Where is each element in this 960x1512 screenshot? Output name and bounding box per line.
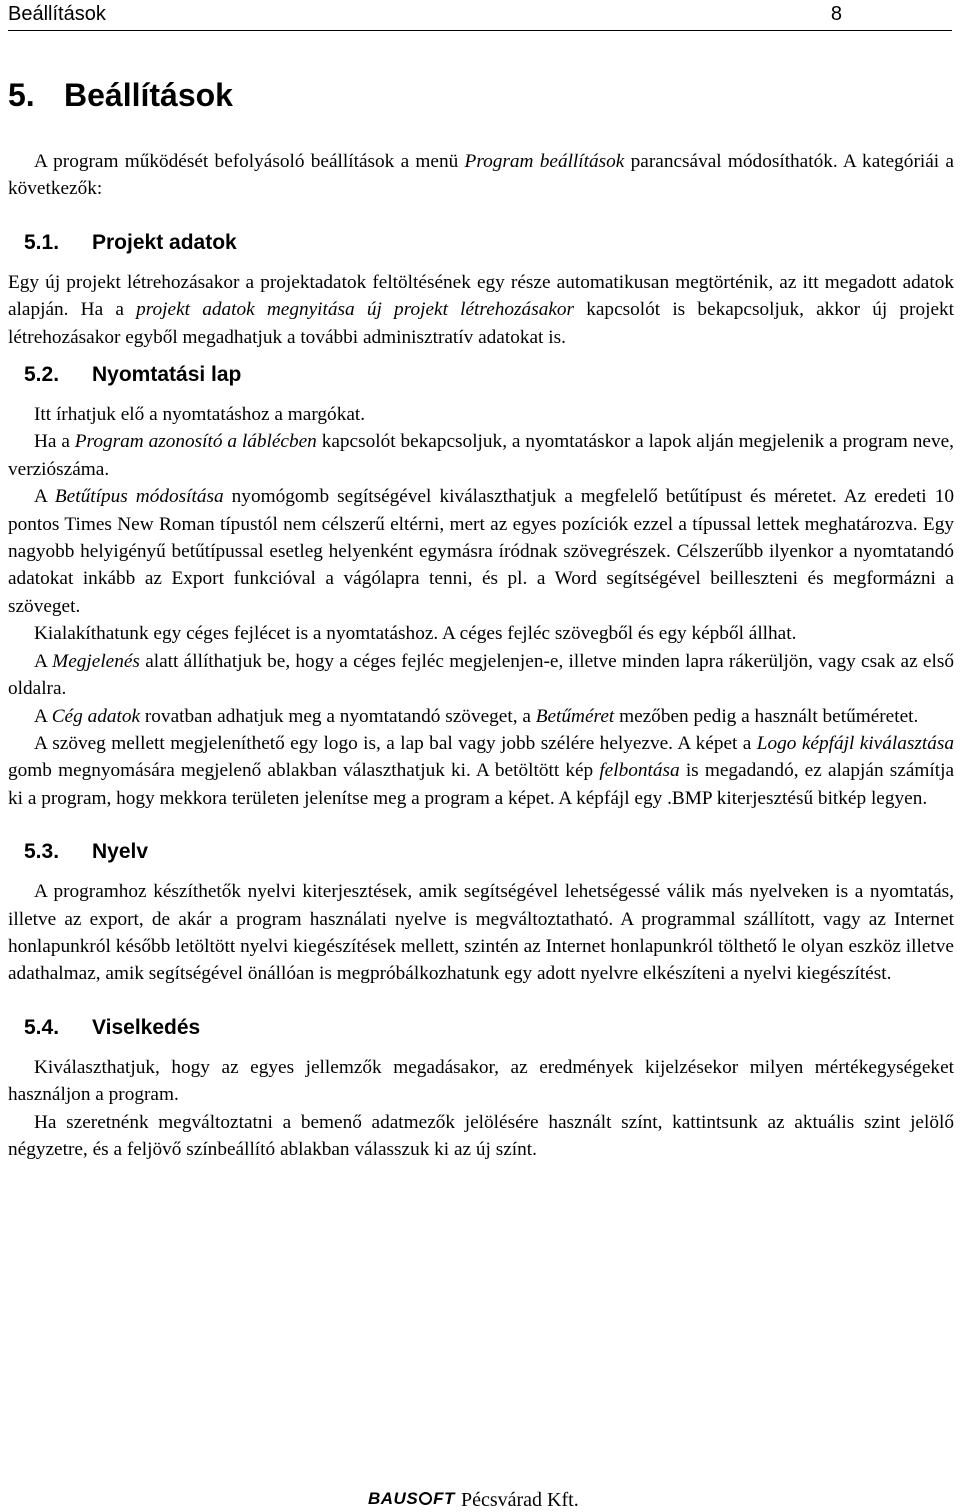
- text-run: is megadandó, ez alapján számítja ki a program, hogy mekkora területen jelenítse meg a program a képet. A képfájl egy .BMP kiterjesztésű bitkép legyen.: [8, 760, 955, 809]
- page-footer: [368, 1488, 579, 1512]
- document-body: [8, 72, 954, 1163]
- intro-paragraph: [8, 148, 954, 203]
- paragraph: [8, 483, 954, 620]
- text-run: A: [34, 705, 52, 727]
- section-nyelv: [8, 838, 954, 988]
- header-title: Beállítások: [8, 3, 106, 25]
- option-name: Megjelenés: [52, 650, 140, 672]
- option-name: felbontása: [599, 760, 680, 782]
- header-page-number: 8: [830, 3, 842, 25]
- text-run: Ha szeretnénk megváltoztatni a bemenő adatmezők jelölésére használt színt, kattintsunk az aktuális szint jelölő négyzetre, és a feljövő színbeállító ablakban válasszuk ki az új színt.: [8, 1111, 954, 1160]
- paragraph: [8, 648, 954, 703]
- paragraph: [8, 878, 954, 988]
- text-run: A szöveg mellett megjeleníthető egy logo is, a lap bal vagy jobb szélére helyezve. A képet a: [34, 732, 757, 754]
- bausoft-logo: [368, 1488, 455, 1510]
- paragraph: [8, 269, 954, 351]
- section-heading: [8, 361, 954, 389]
- paragraph: [8, 1109, 954, 1164]
- paragraph: [8, 620, 954, 647]
- text-run: A: [34, 486, 55, 508]
- section-title: Projekt adatok: [92, 230, 237, 254]
- option-name: Betűtípus módosítása: [54, 486, 224, 508]
- section-number: 5.1.: [24, 230, 60, 254]
- logo-text: FT: [433, 1489, 455, 1508]
- option-name: Program azonosító a láblécben: [74, 431, 317, 453]
- intro-text: A program működését befolyásoló beállítások a menü: [34, 151, 465, 172]
- text-run: Ha a: [34, 431, 75, 453]
- option-name: Logo képfájl kiválasztása: [756, 732, 954, 754]
- section-nyomtatasi-lap: [8, 361, 954, 812]
- intro-menu-name: Program beállítások: [464, 151, 625, 172]
- chapter-heading: [8, 72, 954, 118]
- paragraph: [8, 1054, 954, 1109]
- text-run: mezőben pedig a használt betűméretet.: [614, 705, 919, 727]
- section-title: Nyelv: [92, 840, 149, 864]
- section-heading: [8, 838, 954, 866]
- paragraph: [8, 428, 954, 483]
- logo-text: BAUS: [368, 1489, 419, 1508]
- paragraph: [8, 401, 954, 428]
- text-run: gomb megnyomására megjelenő ablakban választhatjuk ki. A betöltött kép: [8, 760, 600, 782]
- intro-text: parancsával módosíthatók. A kategóriái a következők:: [8, 151, 954, 200]
- paragraph: [8, 703, 954, 730]
- paragraph: [8, 730, 954, 812]
- text-run: rovatban adhatjuk meg a nyomtatandó szöveget, a: [140, 705, 536, 727]
- text-run: kapcsolót bekapcsoljuk, a nyomtatáskor a lapok alján megjelenik a program neve, verziószáma.: [8, 431, 954, 480]
- option-name: Cég adatok: [51, 705, 141, 727]
- section-title: Viselkedés: [92, 1015, 201, 1039]
- option-name: projekt adatok megnyitása új projekt létrehozásakor: [136, 299, 575, 321]
- footer-company: Pécsvárad Kft.: [460, 1489, 579, 1511]
- text-run: Kiválaszthatjuk, hogy az egyes jellemzők megadásakor, az eredmények kijelzésekor milyen mértékegységeket használjon a program.: [8, 1056, 954, 1106]
- chapter-number: 5.: [8, 77, 35, 113]
- text-run: alatt állíthatjuk be, hogy a céges fejléc megjelenjen-e, illetve minden lapra rákerüljön, vagy csak az első oldalra.: [8, 650, 954, 700]
- section-viselkedes: [8, 1014, 954, 1164]
- section-projekt-adatok: [8, 229, 954, 351]
- section-number: 5.4.: [24, 1015, 60, 1039]
- section-heading: [8, 229, 954, 257]
- section-heading: [8, 1014, 954, 1042]
- text-run: A programhoz készíthetők nyelvi kiterjesztések, amik segítségével lehetségessé válik más nyelveken is a nyomtatás, illetve az export, de akár a program használati nyelve is megváltoztatható. A programmal szállított, vagy az Internet honlapunkról később letöltött nyelvi kiegészítések mellett, szintén az Internet honlapunkról tölthető le olyan eszköz illetve adathalmaz, amik segítségével önállóan is megpróbálkozhatunk egy adott nyelvre elkészíteni a nyelvi kiegészítést.: [8, 881, 954, 985]
- text-run: Itt írhatjuk elő a nyomtatáshoz a margókat.: [34, 404, 366, 426]
- text-run: kapcsolót is bekapcsoljuk, akkor új projekt létrehozásakor egyből megadhatjuk a további adminisztratív adatokat is.: [8, 299, 955, 348]
- section-number: 5.3.: [24, 840, 60, 864]
- option-name: Betűméret: [535, 705, 615, 727]
- text-run: Kialakíthatunk egy céges fejlécet is a nyomtatáshoz. A céges fejléc szövegből és egy képből állhat.: [34, 623, 797, 645]
- page-header: [8, 0, 952, 31]
- logo-o-mark-icon: [419, 1492, 432, 1505]
- text-run: nyomógomb segítségével kiválaszthatjuk a megfelelő betűtípust és méretet. Az eredeti 10 pontos Times New Roman típustól nem célszerű eltérni, mert az egyes pozíciók ezzel a típussal lettek meghatározva. Egy nagyobb helyigényű betűtípussal esetleg helyenként egymásra íródnak szövegrészek. Célszerűbb ilyenkor a nyomtatandó adatokat inkább az Export funkcióval a vágólapra tenni, és pl. a Word segítségével beilleszteni és megformázni a szöveget.: [8, 486, 954, 617]
- chapter-title: Beállítások: [64, 77, 233, 113]
- text-run: Egy új projekt létrehozásakor a projektadatok feltöltésének egy része automatikusan megtörténik, az itt megadott adatok alapján. Ha a: [8, 271, 954, 321]
- section-title: Nyomtatási lap: [92, 363, 242, 387]
- text-run: A: [34, 650, 53, 672]
- section-number: 5.2.: [24, 363, 60, 387]
